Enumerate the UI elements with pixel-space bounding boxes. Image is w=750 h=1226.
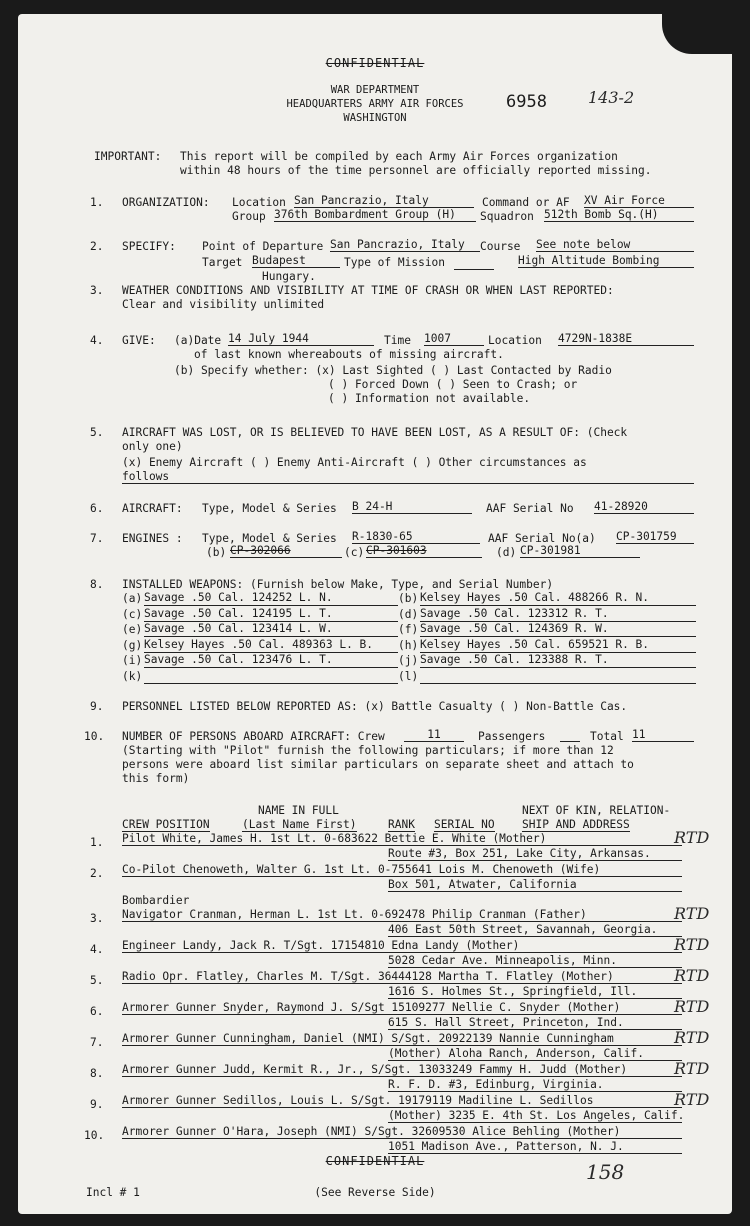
org-label: ORGANIZATION: [122, 196, 210, 209]
persons-passengers [560, 728, 580, 742]
weapon-key-left: (a) [122, 592, 143, 605]
persons-total-label: Total [590, 730, 624, 743]
crew-number: 9. [90, 1098, 104, 1111]
crew-header-kin1: NEXT OF KIN, RELATION- [522, 804, 671, 817]
persons-line2: (Starting with "Pilot" furnish the following particulars; if more than 12 [122, 744, 614, 757]
persons-line4: this form) [122, 772, 190, 785]
lost-line1: AIRCRAFT WAS LOST, OR IS BELIEVED TO HAVE BEEN LOST, AS A RESULT OF: (Check [122, 426, 628, 439]
weapon-key-right: (j) [398, 654, 419, 667]
section-num-10: 10. [84, 730, 105, 743]
crew-header-name1: NAME IN FULL [258, 804, 339, 817]
crew-entry-line2: 5028 Cedar Ave. Minneapolis, Minn. [388, 954, 682, 968]
specify-departure: San Pancrazio, Italy [330, 238, 480, 252]
crew-entry-line1: Co-Pilot Chenoweth, Walter G. 1st Lt. 0-755641 Lois M. Chenoweth (Wife) [122, 863, 682, 877]
persons-passengers-label: Passengers [478, 730, 546, 743]
engines-b-label: (b) [206, 546, 227, 559]
give-date: 14 July 1944 [228, 332, 374, 346]
crew-header-serial: SERIAL NO [434, 818, 495, 831]
org-squadron-label: Squadron [480, 210, 534, 223]
specify-departure-label: Point of Departure [202, 240, 324, 253]
aircraft-label: AIRCRAFT: [122, 502, 183, 515]
specify-target-label: Target [202, 256, 243, 269]
crew-number: 1. [90, 836, 104, 849]
weather-value: Clear and visibility unlimited [122, 298, 325, 311]
rtd-handwritten-mark: RTD [674, 966, 710, 985]
crew-entry-line2: (Mother) Aloha Ranch, Anderson, Calif. [388, 1047, 682, 1061]
engines-d-label: (d) [496, 546, 517, 559]
crew-number: 3. [90, 912, 104, 925]
important-label: IMPORTANT: [94, 150, 162, 163]
crew-entry-line2: 615 S. Hall Street, Princeton, Ind. [388, 1016, 682, 1030]
aircraft-type: B 24-H [352, 500, 472, 514]
section-num-7: 7. [90, 532, 104, 545]
lost-line3: (x) Enemy Aircraft ( ) Enemy Anti-Aircraft ( ) Other circumstances as [122, 456, 587, 469]
lost-line2: only one) [122, 440, 183, 453]
specify-mission-blank [454, 256, 494, 270]
crew-entry-line1: Armorer Gunner Sedillos, Louis L. S/Sgt. 19179119 Madiline L. Sedillos [122, 1094, 682, 1108]
crew-number: 8. [90, 1067, 104, 1080]
org-location-label: Location [232, 196, 286, 209]
org-group-label: Group [232, 210, 266, 223]
city-title: WASHINGTON [343, 112, 407, 124]
crew-entry-line1: Engineer Landy, Jack R. T/Sgt. 17154810 Edna Landy (Mother) [122, 939, 682, 953]
specify-course: See note below [536, 238, 694, 252]
crew-entry-line2: 1051 Madison Ave., Patterson, N. J. [388, 1140, 682, 1154]
weapon-key-left: (k) [122, 669, 143, 683]
see-reverse-note: (See Reverse Side) [314, 1186, 436, 1199]
weapon-key-left: (i) [122, 654, 143, 667]
hand-number-top: 143-2 [588, 88, 635, 107]
crew-position-extra: Bombardier [122, 894, 190, 907]
weapon-entry-right [420, 669, 696, 684]
confidential-top: CONFIDENTIAL [325, 56, 425, 70]
give-b-line3: ( ) Information not available. [328, 392, 531, 405]
important-line2: within 48 hours of the time personnel are officially reported missing. [180, 164, 652, 177]
weapon-key-right: (l) [398, 669, 419, 683]
hand-number-bottom: 158 [586, 1160, 625, 1184]
weapon-key-right: (b) [398, 592, 419, 605]
aircraft-serial-label: AAF Serial No [486, 502, 574, 515]
section-num-2: 2. [90, 240, 104, 253]
org-location: San Pancrazio, Italy [294, 194, 474, 208]
personnel-status: PERSONNEL LISTED BELOW REPORTED AS: (x) Battle Casualty ( ) Non-Battle Cas. [122, 700, 628, 713]
crew-number: 5. [90, 974, 104, 987]
weather-heading: WEATHER CONDITIONS AND VISIBILITY AT TIME OF CRASH OR WHEN LAST REPORTED: [122, 284, 614, 297]
confidential-bottom: CONFIDENTIAL [325, 1154, 425, 1168]
give-location-label: Location [488, 334, 542, 347]
crew-header-kin2: SHIP AND ADDRESS [522, 818, 630, 831]
rtd-handwritten-mark: RTD [674, 935, 710, 954]
rtd-handwritten-mark: RTD [674, 828, 710, 847]
engines-serial-d: CP-301981 [520, 544, 640, 558]
crew-entry-line2: Box 501, Atwater, California [388, 878, 682, 892]
org-squadron: 512th Bomb Sq.(H) [544, 208, 694, 222]
rtd-handwritten-mark: RTD [674, 1028, 710, 1047]
specify-mission-label: Type of Mission [344, 256, 446, 269]
engines-serial-b: CP-302066 [230, 544, 342, 558]
weapon-key-right: (h) [398, 638, 419, 652]
engines-type: R-1830-65 [352, 530, 480, 544]
dept-title: WAR DEPARTMENT [330, 84, 420, 96]
give-time: 1007 [424, 332, 484, 346]
weapons-heading: INSTALLED WEAPONS: (Furnish below Make, Type, and Serial Number) [122, 578, 554, 591]
crew-entry-line2: 1616 S. Holmes St., Springfield, Ill. [388, 985, 682, 999]
section-num-9: 9. [90, 700, 104, 713]
rtd-handwritten-mark: RTD [674, 1059, 710, 1078]
give-b-line2: ( ) Forced Down ( ) Seen to Crash; or [328, 378, 578, 391]
crew-header-rank: RANK [388, 818, 415, 831]
give-location: 4729N-1838E [558, 332, 694, 346]
crew-entry-line2: Route #3, Box 251, Lake City, Arkansas. [388, 847, 682, 861]
weapon-entry-right: Kelsey Hayes .50 Cal. 659521 R. B. [420, 638, 696, 653]
report-page [18, 14, 732, 1214]
persons-crew: 11 [404, 728, 464, 742]
weapon-entry-left: Savage .50 Cal. 124252 L. N. [144, 591, 398, 606]
crew-number: 4. [90, 943, 104, 956]
give-b-line1: (b) Specify whether: (x) Last Sighted ( ) Last Contacted by Radio [174, 364, 612, 377]
give-time-label: Time [384, 334, 411, 347]
stamp-number: 6958 [506, 92, 547, 112]
crew-entry-line1: Armorer Gunner Judd, Kermit R., Jr., S/Sgt. 13033249 Fammy H. Judd (Mother) [122, 1063, 682, 1077]
crew-number: 7. [90, 1036, 104, 1049]
crew-entry-line1: Navigator Cranman, Herman L. 1st Lt. 0-692478 Philip Cranman (Father) [122, 908, 682, 922]
weapon-key-left: (g) [122, 638, 143, 652]
crew-entry-line1: Armorer Gunner O'Hara, Joseph (NMI) S/Sgt. 32609530 Alice Behling (Mother) [122, 1125, 682, 1139]
engines-serial-label: AAF Serial No(a) [488, 532, 596, 545]
weapon-key-left: (e) [122, 623, 143, 636]
aircraft-type-label: Type, Model & Series [202, 502, 337, 515]
weapon-entry-right: Savage .50 Cal. 123312 R. T. [420, 607, 696, 622]
weapon-key-left: (c) [122, 607, 143, 621]
specify-label: SPECIFY: [122, 240, 176, 253]
give-date-label: (a)Date [174, 334, 222, 347]
specify-target-country: Hungary. [262, 270, 316, 283]
org-command-label: Command or AF [482, 196, 570, 209]
rtd-handwritten-mark: RTD [674, 997, 710, 1016]
engines-type-label: Type, Model & Series [202, 532, 337, 545]
weapon-key-right: (f) [398, 623, 419, 636]
org-command: XV Air Force [584, 194, 694, 208]
specify-course-label: Course [480, 240, 521, 253]
persons-total: 11 [632, 728, 694, 742]
weapon-entry-left [144, 669, 398, 684]
rtd-handwritten-mark: RTD [674, 1090, 710, 1109]
crew-entry-line2: (Mother) 3235 E. 4th St. Los Angeles, Calif. [388, 1109, 685, 1122]
specify-target: Budapest [252, 254, 340, 268]
engines-serial-a: CP-301759 [616, 530, 694, 544]
engines-serial-c: CP-301603 [366, 544, 482, 558]
weapon-entry-right: Savage .50 Cal. 124369 R. W. [420, 622, 696, 637]
crew-entry-line2: R. F. D. #3, Edinburg, Virginia. [388, 1078, 682, 1092]
crew-header-name2: (Last Name First) [242, 818, 357, 831]
inclosure-number: Incl # 1 [86, 1186, 140, 1199]
section-num-5: 5. [90, 426, 104, 439]
weapon-entry-left: Savage .50 Cal. 123476 L. T. [144, 653, 398, 668]
weapon-entry-right: Kelsey Hayes .50 Cal. 488266 R. N. [420, 591, 696, 606]
hq-title: HEADQUARTERS ARMY AIR FORCES [286, 98, 464, 110]
engines-c-label: (c) [344, 546, 365, 559]
weapon-entry-right: Savage .50 Cal. 123388 R. T. [420, 653, 696, 668]
scan-shadow [662, 14, 732, 54]
crew-number: 6. [90, 1005, 104, 1018]
persons-line3: persons were aboard list similar particulars on separate sheet and attach to [122, 758, 634, 771]
give-line2: of last known whereabouts of missing aircraft. [194, 348, 504, 361]
rtd-handwritten-mark: RTD [674, 904, 710, 923]
important-line1: This report will be compiled by each Army Air Forces organization [180, 150, 618, 163]
crew-entry-line1: Armorer Gunner Cunningham, Daniel (NMI) S/Sgt. 20922139 Nannie Cunningham [122, 1032, 682, 1046]
lost-line4: follows [122, 470, 694, 484]
section-num-6: 6. [90, 502, 104, 515]
section-num-1: 1. [90, 196, 104, 209]
weapon-entry-left: Savage .50 Cal. 123414 L. W. [144, 622, 398, 637]
aircraft-serial: 41-28920 [594, 500, 694, 514]
crew-number: 2. [90, 867, 104, 880]
give-label: GIVE: [122, 334, 156, 347]
section-num-3: 3. [90, 284, 104, 297]
crew-entry-line2: 406 East 50th Street, Savannah, Georgia. [388, 923, 682, 937]
org-group: 376th Bombardment Group (H) [274, 208, 476, 222]
crew-header-position: CREW POSITION [122, 818, 210, 831]
persons-label: NUMBER OF PERSONS ABOARD AIRCRAFT: Crew [122, 730, 385, 743]
crew-entry-line1: Radio Opr. Flatley, Charles M. T/Sgt. 36444128 Martha T. Flatley (Mother) [122, 970, 682, 984]
crew-entry-line1: Armorer Gunner Snyder, Raymond J. S/Sgt 15109277 Nellie C. Snyder (Mother) [122, 1001, 682, 1015]
section-num-8: 8. [90, 578, 104, 591]
crew-number: 10. [84, 1129, 105, 1142]
weapon-entry-left: Savage .50 Cal. 124195 L. T. [144, 607, 398, 622]
section-num-4: 4. [90, 334, 104, 347]
specify-mission: High Altitude Bombing [518, 254, 694, 268]
weapon-entry-left: Kelsey Hayes .50 Cal. 489363 L. B. [144, 638, 398, 653]
crew-entry-line1: Pilot White, James H. 1st Lt. 0-683622 Bettie E. White (Mother) [122, 832, 682, 846]
weapon-key-right: (d) [398, 607, 419, 621]
engines-label: ENGINES : [122, 532, 183, 545]
